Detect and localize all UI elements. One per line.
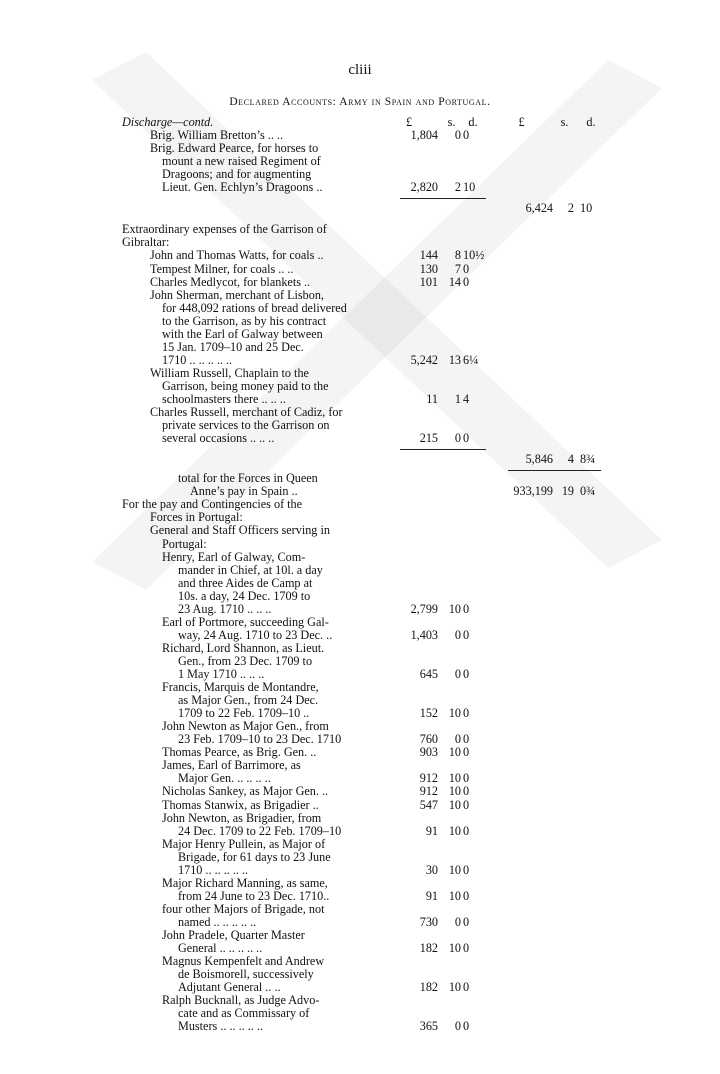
ledger-line (0, 498, 720, 511)
ledger-line (0, 315, 720, 328)
amount-pence: 0 (463, 862, 470, 877)
total-pence: 8¾ (580, 452, 596, 467)
amount-shillings: 10 (448, 980, 461, 995)
amount-pounds: 144 (419, 248, 438, 263)
amount-pence: 0 (463, 771, 470, 786)
amount-shillings: 14 (448, 274, 461, 289)
entry-text: with the Earl of Galway between (162, 326, 323, 341)
amount-pounds: 182 (419, 980, 438, 995)
amount-pounds: 760 (419, 732, 438, 747)
ledger-line (0, 302, 720, 315)
entry-text: Brigade, for 61 days to 23 June (178, 849, 331, 864)
amount-pence: 0 (463, 888, 470, 903)
ledger-line (0, 629, 720, 642)
entry-text: Ralph Bucknall, as Judge Advo- (162, 993, 320, 1008)
entry-text: William Russell, Chaplain to the (150, 365, 309, 380)
amount-shillings: 10 (448, 784, 461, 799)
entry-text: total for the Forces in Queen (178, 471, 318, 486)
ledger-line (0, 289, 720, 302)
amount-pence: 0 (463, 1019, 470, 1034)
entry-text: Francis, Marquis de Montandre, (162, 680, 319, 695)
entry-text: 23 Aug. 1710 .. .. .. (178, 601, 272, 616)
total-pounds: 5,846 (525, 452, 553, 467)
entry-text: 24 Dec. 1709 to 22 Feb. 1709–10 (178, 823, 342, 838)
amount-shillings: 10 (448, 745, 461, 760)
amount-pounds: 215 (419, 431, 438, 446)
column-header-pounds: £ (518, 115, 525, 129)
ledger-line (0, 759, 720, 772)
amount-pence: 0 (463, 784, 470, 799)
ledger-line (0, 642, 720, 655)
ledger-line (0, 367, 720, 380)
ledger-line (0, 590, 720, 603)
amount-pounds: 2,820 (410, 180, 438, 195)
ledger-line (0, 864, 720, 877)
entry-text: Gen., from 23 Dec. 1709 to (178, 653, 313, 668)
ledger-line (0, 942, 720, 955)
entry-text: Anne’s pay in Spain .. (190, 484, 298, 499)
entry-text: For the pay and Contingencies of the (122, 497, 303, 512)
entry-text: and three Aides de Camp at (178, 575, 313, 590)
amount-shillings: 10 (448, 771, 461, 786)
amount-pence: 0 (463, 601, 470, 616)
amount-shillings: 10 (448, 601, 461, 616)
ledger-line (0, 142, 720, 155)
ledger-line (0, 168, 720, 181)
amount-pence: 0 (463, 128, 470, 143)
amount-pence: 6¼ (463, 352, 479, 367)
ledger-line (0, 432, 720, 445)
total-pounds: 6,424 (525, 201, 553, 216)
total-pence: 10 (580, 201, 593, 216)
ledger-line (0, 223, 720, 236)
ledger-line (0, 877, 720, 890)
entry-text: Lieut. Gen. Echlyn’s Dragoons .. (162, 180, 323, 195)
entry-text: several occasions .. .. .. (162, 431, 275, 446)
entry-text: General .. .. .. .. .. (178, 941, 263, 956)
entry-text: John Pradele, Quarter Master (162, 928, 305, 942)
page-heading: Declared Accounts: Army in Spain and Portugal. (229, 96, 491, 108)
ledger-line (0, 655, 720, 668)
ledger-line (0, 380, 720, 393)
ledger-line (0, 694, 720, 707)
ledger-line (0, 155, 720, 168)
ledger-line (0, 419, 720, 432)
amount-shillings: 7 (454, 261, 461, 276)
entry-text: James, Earl of Barrimore, as (162, 758, 301, 773)
column-header-shillings: s. (560, 115, 569, 129)
entry-text: private services to the Garrison on (162, 418, 330, 433)
amount-shillings: 1 (454, 392, 461, 406)
entry-text: de Boismorell, successively (178, 967, 314, 982)
ledger-line (0, 577, 720, 590)
ledger-line (0, 1020, 720, 1033)
amount-pounds: 1,403 (410, 627, 438, 642)
entry-text: mount a new raised Regiment of (162, 154, 321, 169)
ledger-line (0, 276, 720, 289)
amount-shillings: 13 (448, 352, 461, 367)
ledger-line (0, 772, 720, 785)
entry-text: as Major Gen., from 24 Dec. (178, 693, 319, 708)
amount-pence: 0 (463, 431, 470, 446)
amount-pounds: 903 (419, 745, 438, 760)
ledger-line (0, 825, 720, 838)
ledger-line (0, 890, 720, 903)
amount-pounds: 5,242 (410, 352, 438, 367)
entry-text: Major Henry Pullein, as Major of (162, 836, 326, 851)
entry-text: John Newton as Major Gen., from (162, 719, 329, 734)
amount-pence: 10 (463, 180, 476, 195)
entry-text: cate and as Commissary of (178, 1006, 310, 1021)
amount-pounds: 1,804 (410, 128, 438, 143)
ledger-line (0, 799, 720, 812)
subtotal-rule (400, 198, 486, 199)
amount-pounds: 30 (425, 862, 438, 877)
entry-text: mander in Chief, at 10l. a day (178, 562, 323, 577)
ledger-line (0, 968, 720, 981)
ledger-line (0, 838, 720, 851)
amount-pounds: 547 (419, 797, 438, 812)
amount-pounds: 2,799 (410, 601, 438, 616)
entry-text: Charles Russell, merchant of Cadiz, for (150, 405, 343, 420)
ledger-line (0, 955, 720, 968)
amount-shillings: 2 (454, 180, 461, 195)
ledger-line (0, 994, 720, 1007)
amount-pence: 0 (463, 941, 470, 956)
entry-text: 1710 .. .. .. .. .. (178, 862, 249, 877)
entry-text: to the Garrison, as by his contract (162, 313, 327, 328)
amount-pence: 0 (463, 745, 470, 760)
amount-pence: 10½ (463, 248, 485, 263)
amount-pounds: 91 (425, 888, 438, 903)
ledger-line (0, 236, 720, 249)
amount-shillings: 0 (454, 914, 461, 929)
amount-pounds: 730 (419, 914, 438, 929)
ledger-line (0, 903, 720, 916)
total-rule (508, 470, 601, 471)
entry-text: 1 May 1710 .. .. .. (178, 667, 265, 681)
entry-text: Extraordinary expenses of the Garrison of (122, 222, 327, 237)
entry-text: Brig. Edward Pearce, for horses to (150, 141, 319, 156)
amount-shillings: 10 (448, 862, 461, 877)
entry-text: Magnus Kempenfelt and Andrew (162, 954, 325, 969)
ledger-line (0, 812, 720, 825)
entry-text: Earl of Portmore, succeeding Gal- (162, 614, 329, 629)
total-shillings: 2 (567, 201, 574, 216)
entry-text: Discharge—contd. (122, 115, 214, 129)
entry-text: Dragoons; and for augmenting (162, 167, 312, 182)
entry-text: for 448,092 rations of bread delivered (162, 300, 347, 315)
ledger-line (0, 720, 720, 733)
entry-text: Adjutant General .. .. (178, 980, 281, 995)
amount-pence: 0 (463, 914, 470, 929)
entry-text: four other Majors of Brigade, not (162, 901, 325, 916)
ledger-line (0, 707, 720, 720)
entry-text: Charles Medlycot, for blankets .. (150, 274, 311, 289)
amount-pounds: 365 (419, 1019, 438, 1034)
amount-shillings: 8 (454, 248, 461, 263)
total-pounds: 933,199 (513, 484, 553, 499)
amount-pence: 0 (463, 980, 470, 995)
subtotal-rule (400, 449, 486, 450)
column-header-pence: d. (586, 115, 596, 129)
amount-pounds: 912 (419, 784, 438, 799)
entry-text: Tempest Milner, for coals .. .. (150, 261, 294, 276)
entry-text: Richard, Lord Shannon, as Lieut. (162, 640, 325, 655)
entry-text: Musters .. .. .. .. .. (178, 1019, 263, 1034)
entry-text: 15 Jan. 1709–10 and 25 Dec. (162, 339, 304, 354)
entry-text: John Sherman, merchant of Lisbon, (150, 287, 324, 302)
ledger-line (0, 564, 720, 577)
amount-pounds: 101 (419, 274, 438, 289)
entry-text: Garrison, being money paid to the (162, 378, 329, 393)
amount-pence: 0 (463, 627, 470, 642)
ledger-line (0, 929, 720, 942)
ledger-line (0, 181, 720, 194)
total-shillings: 19 (561, 484, 574, 499)
ledger-line (0, 485, 720, 498)
entry-text: named .. .. .. .. .. (178, 914, 257, 929)
entry-text: Nicholas Sankey, as Major Gen. .. (162, 784, 329, 799)
entry-text: Forces in Portugal: (150, 510, 243, 525)
amount-shillings: 0 (454, 1019, 461, 1034)
ledger-line (0, 538, 720, 551)
amount-shillings: 10 (448, 888, 461, 903)
entry-text: 23 Feb. 1709–10 to 23 Dec. 1710 (178, 732, 342, 747)
ledger-line (0, 746, 720, 759)
ledger-line (0, 341, 720, 354)
entry-text: 1709 to 22 Feb. 1709–10 .. (178, 706, 310, 721)
column-header-shillings: s. (447, 115, 456, 129)
total-pence: 0¾ (580, 484, 596, 499)
entry-text: 10s. a day, 24 Dec. 1709 to (178, 588, 311, 603)
amount-pence: 0 (463, 823, 470, 838)
ledger-line (0, 129, 720, 142)
ledger-line (0, 603, 720, 616)
entry-text: Major Gen. .. .. .. .. (178, 771, 271, 786)
amount-shillings: 0 (454, 431, 461, 446)
amount-pence: 0 (463, 274, 470, 289)
ledger-line (0, 981, 720, 994)
amount-shillings: 10 (448, 797, 461, 812)
amount-pounds: 130 (419, 261, 438, 276)
ledger-line (0, 202, 720, 215)
entry-text: Brig. William Bretton’s .. .. (150, 128, 284, 143)
amount-shillings: 10 (448, 706, 461, 721)
amount-pence: 0 (463, 706, 470, 721)
entry-text: Gibraltar: (122, 235, 170, 250)
entry-text: Thomas Pearce, as Brig. Gen. .. (162, 745, 317, 760)
page-number: cliii (348, 62, 372, 78)
amount-shillings: 10 (448, 941, 461, 956)
ledger-line (0, 1007, 720, 1020)
ledger-line (0, 453, 720, 466)
entry-text: way, 24 Aug. 1710 to 23 Dec. .. (178, 627, 333, 642)
amount-shillings: 0 (454, 627, 461, 642)
ledger-line (0, 785, 720, 798)
amount-pence: 0 (463, 732, 470, 747)
amount-shillings: 0 (454, 667, 461, 681)
amount-pence: 4 (463, 392, 470, 406)
amount-shillings: 10 (448, 823, 461, 838)
amount-pounds: 152 (419, 706, 438, 721)
total-shillings: 4 (567, 452, 574, 467)
ledger-line (0, 116, 720, 129)
ledger-line (0, 472, 720, 485)
amount-shillings: 0 (454, 128, 461, 143)
ledger-line (0, 668, 720, 681)
amount-pounds: 182 (419, 941, 438, 956)
amount-pence: 0 (463, 261, 470, 276)
entry-text: Thomas Stanwix, as Brigadier .. (162, 797, 319, 812)
entry-text: John and Thomas Watts, for coals .. (150, 248, 324, 263)
entry-text: schoolmasters there .. .. .. (162, 392, 286, 406)
amount-pence: 0 (463, 667, 470, 681)
entry-text: Portugal: (162, 536, 207, 551)
amount-pounds: 912 (419, 771, 438, 786)
ledger-line (0, 524, 720, 537)
entry-text: 1710 .. .. .. .. .. (162, 352, 233, 367)
ledger-line (0, 916, 720, 929)
ledger-line (0, 263, 720, 276)
entry-text: General and Staff Officers serving in (150, 523, 330, 538)
ledger-line (0, 511, 720, 524)
amount-pounds: 11 (426, 392, 438, 406)
amount-pounds: 91 (425, 823, 438, 838)
ledger-line (0, 328, 720, 341)
ledger-line (0, 616, 720, 629)
ledger-line (0, 249, 720, 262)
amount-pounds: 645 (419, 667, 438, 681)
amount-pence: 0 (463, 797, 470, 812)
entry-text: John Newton, as Brigadier, from (162, 810, 322, 825)
column-header-pence: d. (468, 115, 478, 129)
ledger-line (0, 354, 720, 367)
entry-text: Henry, Earl of Galway, Com- (162, 549, 306, 564)
amount-shillings: 0 (454, 732, 461, 747)
ledger-line (0, 393, 720, 406)
ledger-line (0, 733, 720, 746)
entry-text: Major Richard Manning, as same, (162, 875, 328, 890)
ledger-line (0, 851, 720, 864)
column-header-pounds: £ (405, 115, 413, 129)
entry-text: from 24 June to 23 Dec. 1710.. (178, 888, 330, 903)
ledger-line (0, 551, 720, 564)
ledger-line (0, 681, 720, 694)
ledger-line (0, 406, 720, 419)
